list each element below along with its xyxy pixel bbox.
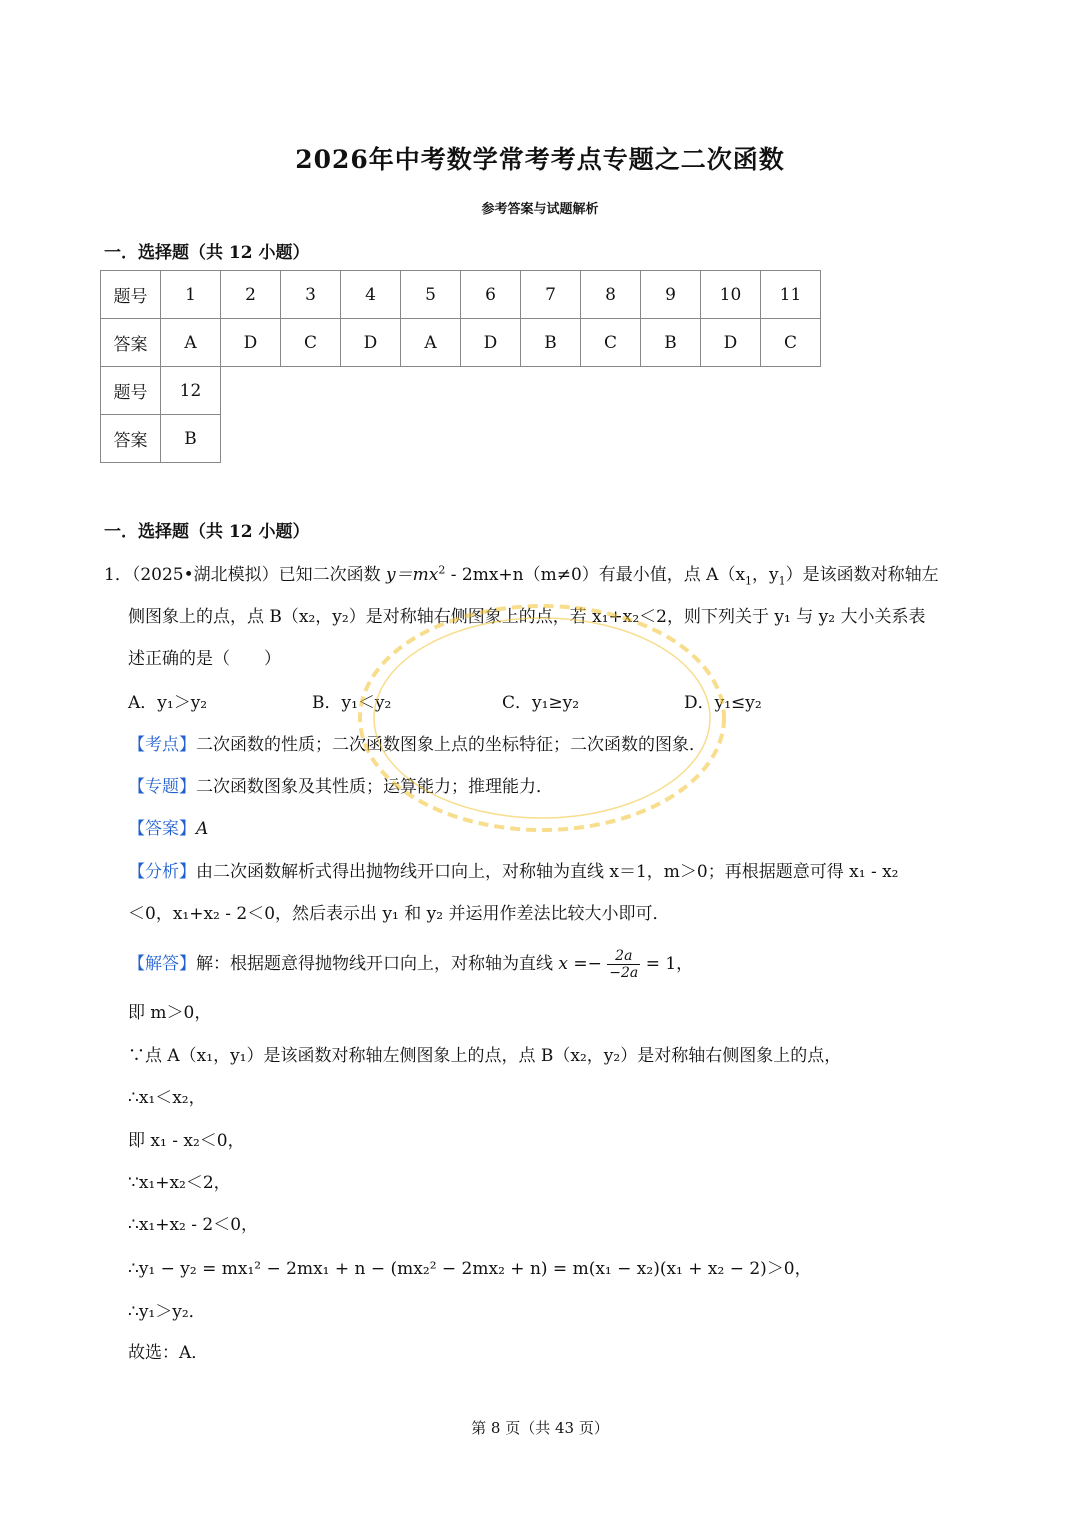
option-b: B．y₁＜y₂	[312, 693, 392, 713]
table-cell: B	[641, 319, 701, 367]
option-d: D．y₁≤y₂	[684, 693, 762, 713]
table-cell: 2	[221, 271, 281, 319]
table-cell: A	[161, 319, 221, 367]
table-cell: 5	[401, 271, 461, 319]
jieda-tag: 【解答】	[128, 954, 196, 974]
jieda-line: 【解答】解：根据题意得抛物线开口向上，对称轴为直线 x =− $\frac{2a}{-2a}$ = 1，	[128, 948, 694, 981]
fraction: $\frac{2a}{-2a}$	[609, 948, 639, 981]
option-a: A．y₁＞y₂	[128, 693, 208, 713]
watermark-stamp-icon	[352, 598, 732, 838]
table-row	[101, 367, 221, 415]
daan-line: 【答案】A	[128, 819, 209, 839]
zhuanti-tag: 【专题】	[128, 777, 196, 797]
table-cell: 答案	[101, 415, 161, 463]
solution-step-1: 即 m＞0，	[128, 1003, 212, 1023]
page-title: 2026年中考数学常考考点专题之二次函数	[295, 145, 785, 174]
solution-step-6: ∴x₁+x₂ - 2＜0，	[128, 1215, 259, 1235]
page-footer: 第 8 页（共 43 页）	[471, 1419, 609, 1437]
option-c: C．y₁≥y₂	[502, 693, 580, 713]
table-row	[101, 415, 221, 463]
table-cell: 12	[161, 367, 221, 415]
solution-step-8: ∴y₁＞y₂．	[128, 1302, 206, 1322]
table-cell: 1	[161, 271, 221, 319]
table-cell: D	[701, 319, 761, 367]
table-cell: 题号	[101, 367, 161, 415]
table-cell: C	[761, 319, 821, 367]
table-cell: A	[401, 319, 461, 367]
table-row	[101, 271, 821, 319]
table-cell: D	[461, 319, 521, 367]
solution-step-2: ∵点 A（x₁，y₁）是该函数对称轴左侧图象上的点，点 B（x₂，y₂）是对称轴右侧图象上的点，	[128, 1046, 842, 1066]
section-heading-2: 一．选择题（共 12 小题）	[104, 522, 310, 542]
daan-tag: 【答案】	[128, 819, 196, 839]
question-line-2: 侧图象上的点，点 B（x₂，y₂）是对称轴右侧图象上的点，若 x₁+x₂＜2，则下列关于 y₁ 与 y₂ 大小关系表	[128, 607, 926, 627]
answer-table	[100, 270, 821, 367]
kaodian-tag: 【考点】	[128, 735, 196, 755]
table-cell: B	[161, 415, 221, 463]
table-cell: 题号	[101, 271, 161, 319]
table-cell: 6	[461, 271, 521, 319]
question-line-1: 1．（2025•湖北模拟）已知二次函数 $y=mx^2 - 2mx+n(m\ne 0)$有最小值，点 $A(x_1$，$y_1$）是该函数对称轴左	[104, 563, 939, 588]
section-heading-1: 一．选择题（共 12 小题）	[104, 243, 310, 263]
answer-table-2	[100, 366, 221, 463]
table-cell: 4	[341, 271, 401, 319]
table-cell: D	[221, 319, 281, 367]
table-cell: B	[521, 319, 581, 367]
zhuanti-line: 【专题】二次函数图象及其性质；运算能力；推理能力．	[128, 777, 553, 797]
table-cell: 10	[701, 271, 761, 319]
solution-step-9: 故选：A．	[128, 1343, 209, 1363]
solution-step-4: 即 x₁ - x₂＜0，	[128, 1131, 245, 1151]
page-subtitle: 参考答案与试题解析	[481, 202, 599, 217]
table-cell: C	[281, 319, 341, 367]
fenxi-tag: 【分析】	[128, 862, 196, 882]
table-cell: C	[581, 319, 641, 367]
table-cell: 9	[641, 271, 701, 319]
fenxi-line-2: ＜0，x₁+x₂ - 2＜0，然后表示出 y₁ 和 y₂ 并运用作差法比较大小即可．	[128, 904, 670, 924]
kaodian-line: 【考点】二次函数的性质；二次函数图象上点的坐标特征；二次函数的图象．	[128, 735, 706, 755]
table-cell: 11	[761, 271, 821, 319]
question-line-3: 述正确的是（ ）	[128, 649, 281, 669]
solution-step-3: ∴x₁＜x₂，	[128, 1088, 206, 1108]
solution-step-7: ∴y₁ − y₂ = mx₁² − 2mx₁ + n − (mx₂² − 2mx₂ + n) = m(x₁ − x₂)(x₁ + x₂ − 2)＞0，	[128, 1259, 812, 1279]
table-cell: D	[341, 319, 401, 367]
fenxi-line-1: 【分析】由二次函数解析式得出抛物线开口向上，对称轴为直线 x＝1，m＞0；再根据题意可得 x₁ - x₂	[128, 862, 899, 882]
table-cell: 答案	[101, 319, 161, 367]
table-cell: 8	[581, 271, 641, 319]
table-cell: 3	[281, 271, 341, 319]
solution-step-5: ∵x₁+x₂＜2，	[128, 1173, 231, 1193]
table-cell: 7	[521, 271, 581, 319]
table-row	[101, 319, 821, 367]
